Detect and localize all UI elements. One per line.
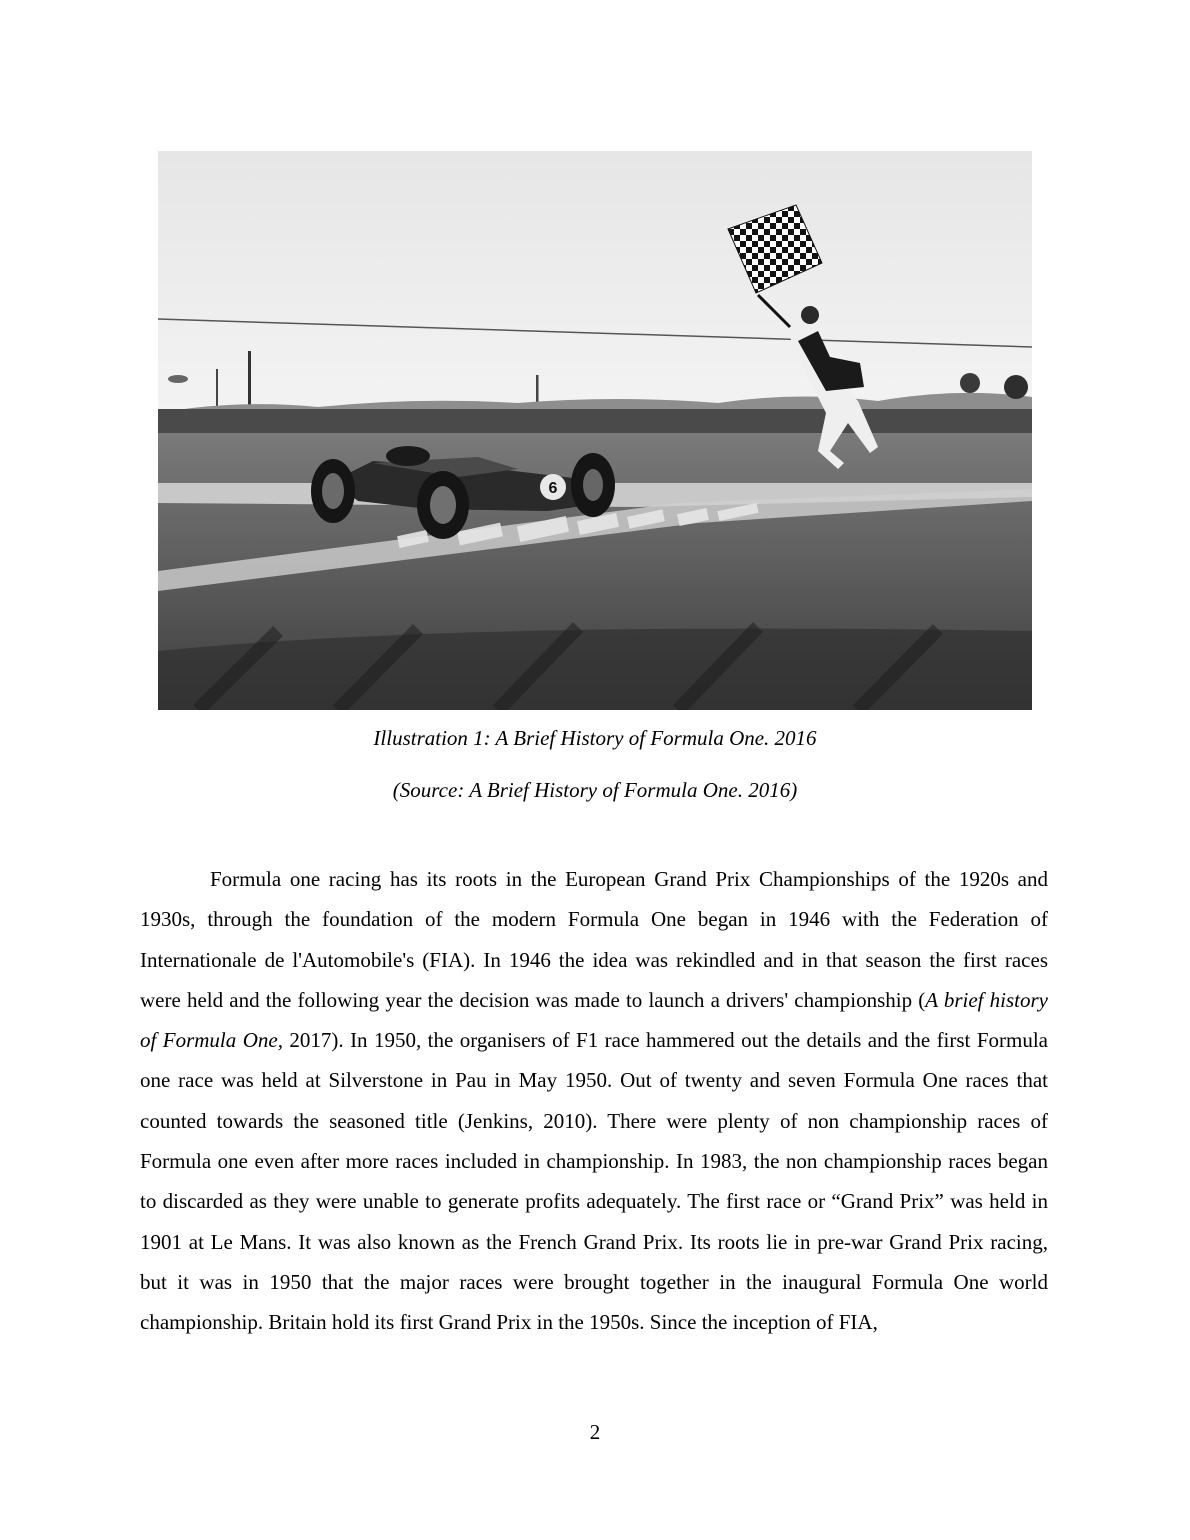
page-number: 2 — [589, 1420, 601, 1444]
race-finish-photo — [158, 151, 1032, 710]
figure-caption: Illustration 1: A Brief History of Formula One. 2016 — [373, 726, 817, 750]
figure-source: (Source: A Brief History of Formula One. 2016) — [392, 778, 798, 802]
paragraph-text-part-1: Formula one racing has its roots in the European Grand Prix Championships of the 1920s and 1930s, through the foundation of the modern Formula One began in 1946 with the Federation of Internationale de l'Automobile's (FIA). In 1946 the idea was rekindled and in that season the first races were held and the following year the decision was made to launch a drivers' championship ( — [140, 867, 1048, 1012]
paragraph-text-part-2: 2017). In 1950, the organisers of F1 race hammered out the details and the first Formula one race was held at Silverstone in Pau in May 1950. Out of twenty and seven Formula One races that counted towards the seasoned title (Jenkins, 2010). There were plenty of non championship races of Formula one even after more races included in championship. In 1983, the non championship races began to discarded as they were unable to generate profits adequately. The first race or “Grand Prix” was held in 1901 at Le Mans. It was also known as the French Grand Prix. Its roots lie in pre-war Grand Prix racing, but it was in 1950 that the major races were brought together in the inaugural Formula One world championship. Britain hold its first Grand Prix in the 1950s. Since the inception of FIA, — [140, 1028, 1048, 1335]
body-paragraph — [140, 859, 1048, 1343]
car-number: 6 — [548, 480, 558, 497]
citation-title: A brief history of Formula One, — [140, 987, 1048, 1053]
